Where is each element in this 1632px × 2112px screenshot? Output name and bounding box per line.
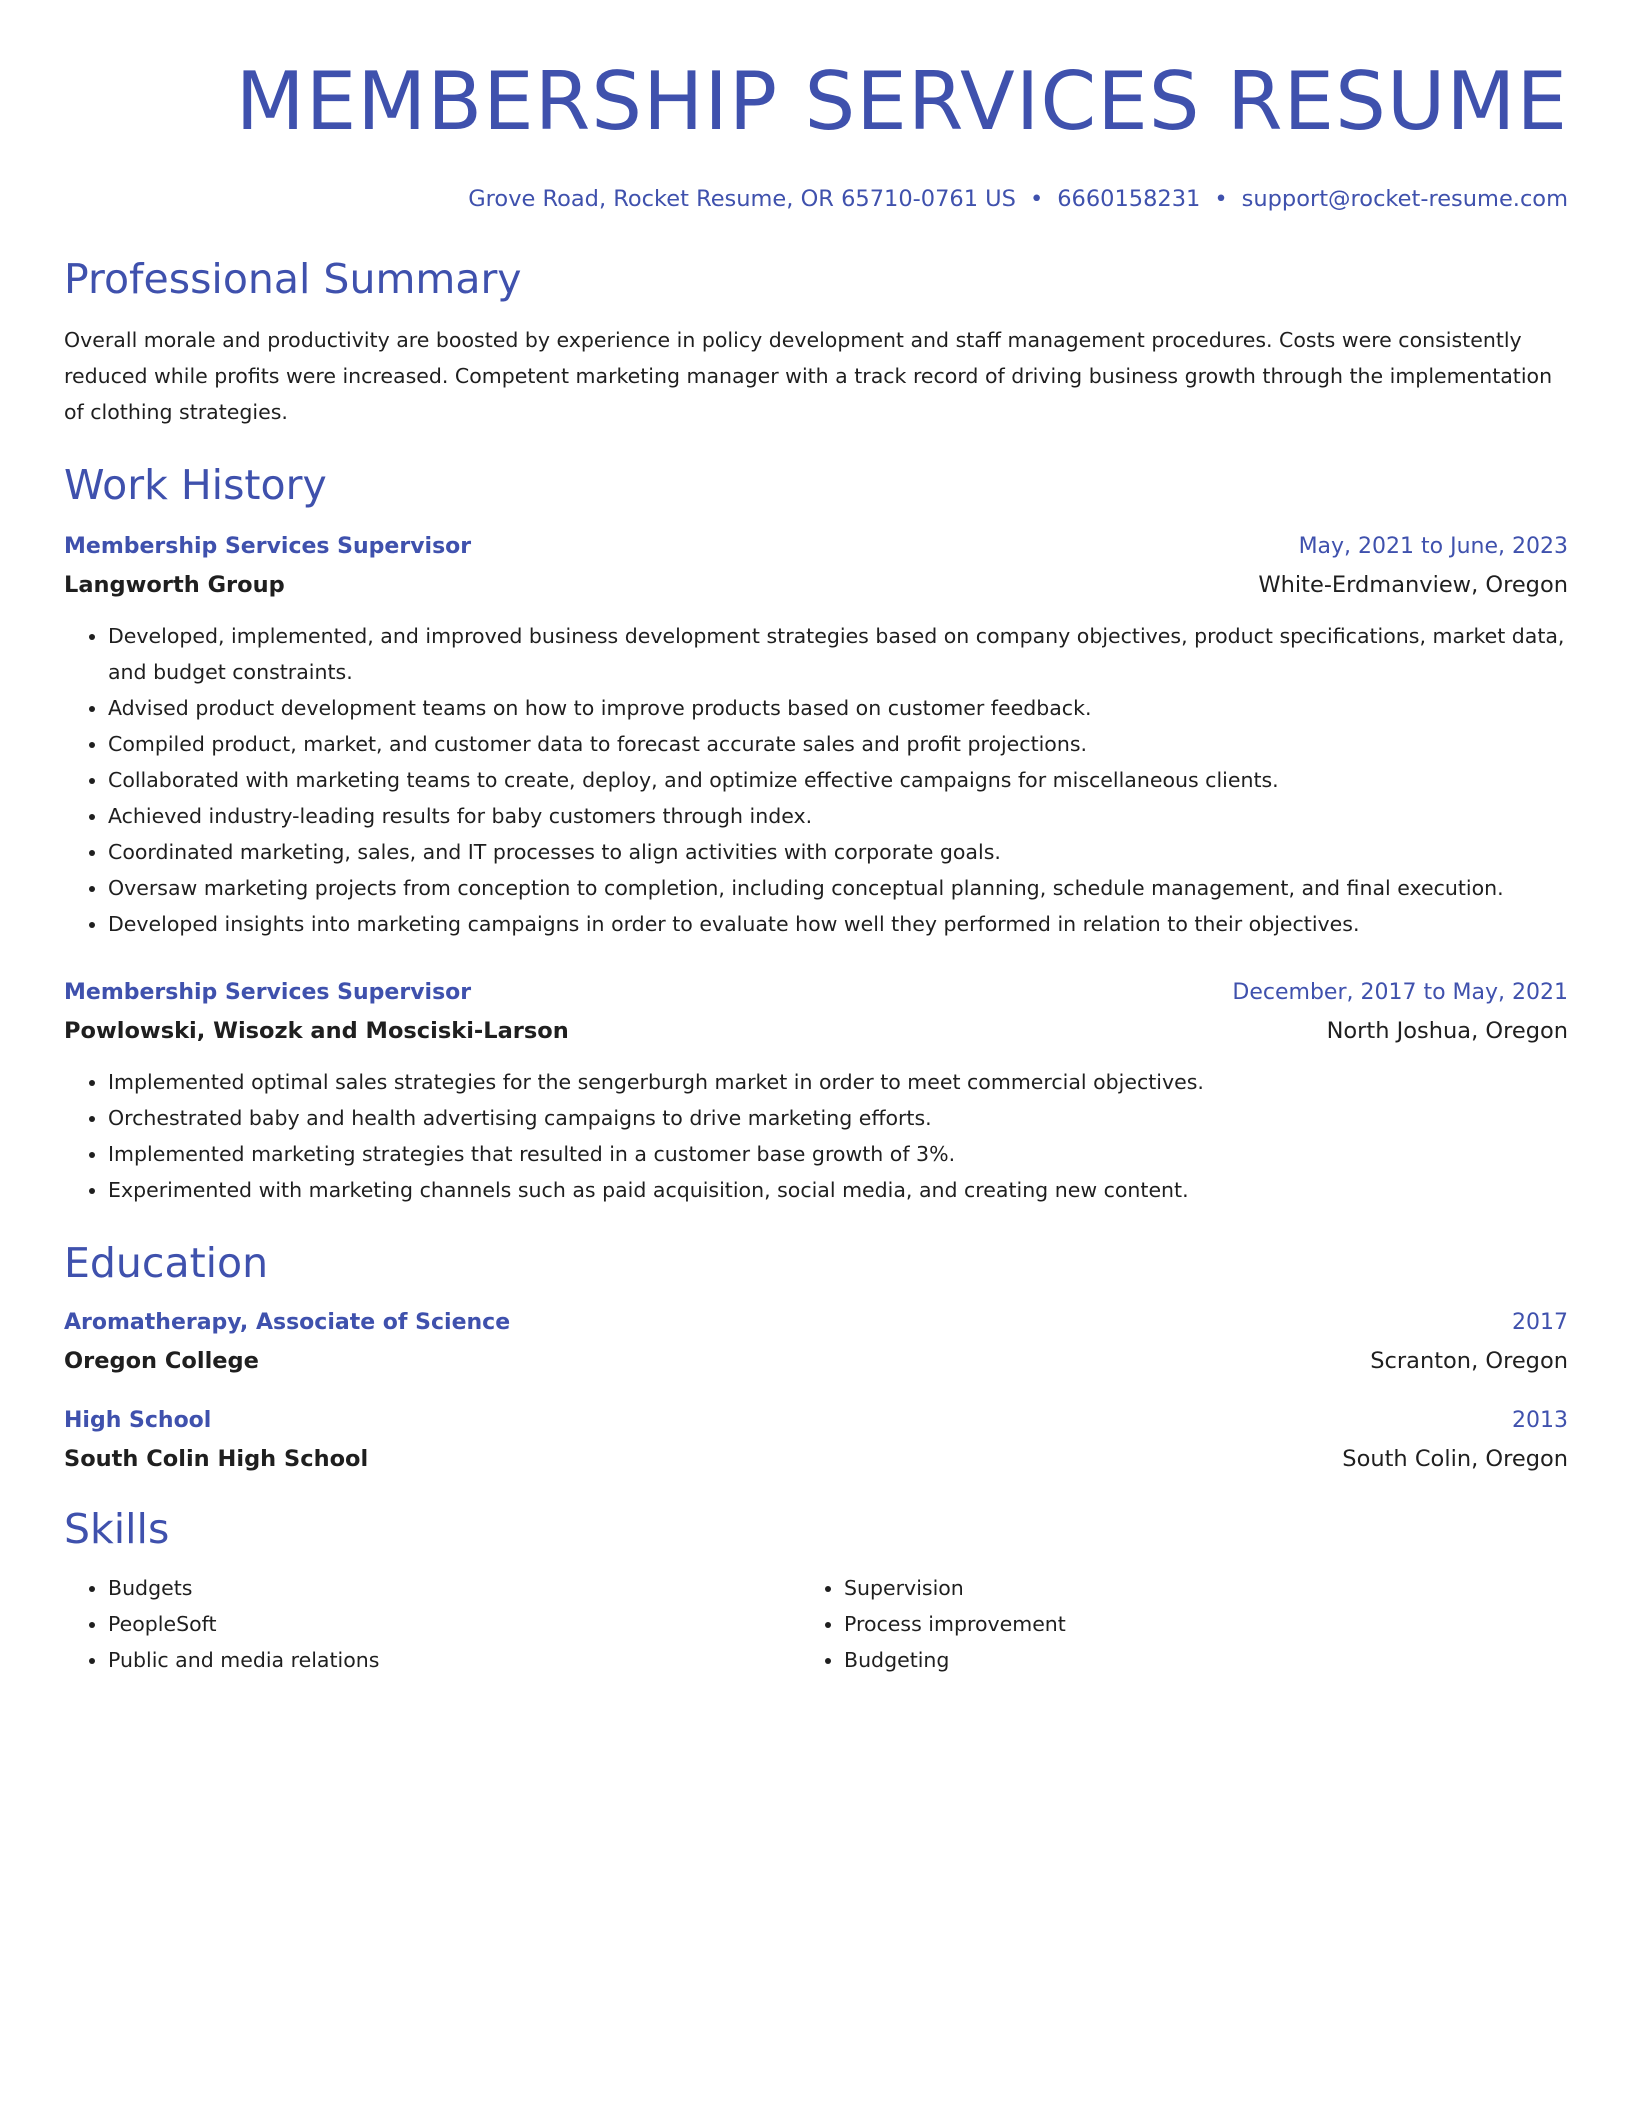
- job-bullet: • Advised product development teams on how to improve products based on customer feedback.: [108, 690, 1568, 726]
- education-degree: High School: [64, 1408, 212, 1433]
- education-degree: Aromatherapy, Associate of Science: [64, 1310, 511, 1335]
- work-history-heading: Work History: [64, 461, 327, 509]
- skills-heading: Skills: [64, 1505, 170, 1553]
- job-role: Membership Services Supervisor: [64, 534, 472, 559]
- job-entry: [64, 978, 1568, 1208]
- skill-item: • Budgets: [108, 1570, 800, 1606]
- education-header-row: [64, 1406, 1568, 1436]
- job-dates: December, 2017 to May, 2021: [1232, 980, 1568, 1005]
- job-bullets: [64, 1064, 1568, 1208]
- job-header-row: [64, 978, 1568, 1008]
- job-dates: May, 2021 to June, 2023: [1298, 534, 1568, 559]
- job-role: Membership Services Supervisor: [64, 980, 472, 1005]
- education-header-row: [64, 1308, 1568, 1338]
- resume-header: [64, 0, 1568, 214]
- job-bullet: • Implemented marketing strategies that resulted in a customer base growth of 3%.: [108, 1136, 1568, 1172]
- job-bullet: • Orchestrated baby and health advertising campaigns to drive marketing efforts.: [108, 1100, 1568, 1136]
- job-entry: [64, 532, 1568, 942]
- education-entry: [64, 1308, 1568, 1376]
- job-location: North Joshua, Oregon: [1326, 1018, 1568, 1044]
- job-bullet: • Oversaw marketing projects from conception to completion, including conceptual planning, schedule management, and final execution.: [108, 870, 1568, 906]
- contact-phone: 6660158231: [1057, 186, 1201, 212]
- job-header-row: [64, 532, 1568, 562]
- contact-line: [64, 184, 1568, 214]
- education-school-row: [64, 1338, 1568, 1376]
- skill-item: • Process improvement: [844, 1606, 1536, 1642]
- job-bullet: • Implemented optimal sales strategies for the sengerburgh market in order to meet commercial objectives.: [108, 1064, 1568, 1100]
- job-bullet: • Experimented with marketing channels such as paid acquisition, social media, and creating new content.: [108, 1172, 1568, 1208]
- job-bullet: • Developed, implemented, and improved business development strategies based on company objectives, product specifications, market data, and budget constraints.: [108, 618, 1568, 690]
- education-location: South Colin, Oregon: [1342, 1446, 1568, 1472]
- summary-text: Overall morale and productivity are boosted by experience in policy development and staff management procedures. Costs were consistently reduced while profits were increased. Competent marketing manager with a track record of driving business growth through the implementation of clothing strategies.: [64, 328, 1553, 424]
- education-entry: [64, 1406, 1568, 1474]
- education-heading: Education: [64, 1239, 269, 1287]
- job-company-row: [64, 562, 1568, 600]
- education-school: South Colin High School: [64, 1446, 369, 1472]
- skills-left-list: [64, 1570, 800, 1678]
- job-bullet: • Developed insights into marketing campaigns in order to evaluate how well they performed in relation to their objectives.: [108, 906, 1568, 942]
- skills-columns: [64, 1570, 1568, 1678]
- skill-item: • Budgeting: [844, 1642, 1536, 1678]
- job-bullet: • Collaborated with marketing teams to create, deploy, and optimize effective campaigns for miscellaneous clients.: [108, 762, 1568, 798]
- job-bullet: • Coordinated marketing, sales, and IT processes to align activities with corporate goals.: [108, 834, 1568, 870]
- job-company: Powlowski, Wisozk and Mosciski-Larson: [64, 1018, 569, 1044]
- job-company: Langworth Group: [64, 572, 285, 598]
- job-bullets: [64, 618, 1568, 942]
- education-year: 2017: [1512, 1310, 1568, 1335]
- skill-item: • PeopleSoft: [108, 1606, 800, 1642]
- contact-email: support@rocket-resume.com: [1241, 186, 1568, 212]
- job-bullet: • Achieved industry-leading results for baby customers through index.: [108, 798, 1568, 834]
- summary-heading: Professional Summary: [64, 255, 522, 303]
- resume-title: MEMBERSHIP SERVICES RESUME: [235, 55, 1568, 148]
- job-bullet: • Compiled product, market, and customer data to forecast accurate sales and profit projections.: [108, 726, 1568, 762]
- education-school-row: [64, 1436, 1568, 1474]
- contact-separator: •: [1029, 186, 1044, 212]
- contact-separator: •: [1214, 186, 1228, 212]
- skill-item: • Public and media relations: [108, 1642, 800, 1678]
- contact-address: Grove Road, Rocket Resume, OR 65710-0761 US: [468, 186, 1016, 212]
- education-school: Oregon College: [64, 1348, 259, 1374]
- education-year: 2013: [1512, 1408, 1568, 1433]
- job-location: White-Erdmanview, Oregon: [1258, 572, 1568, 598]
- education-location: Scranton, Oregon: [1370, 1348, 1568, 1374]
- skills-right-list: [800, 1570, 1536, 1678]
- job-company-row: [64, 1008, 1568, 1046]
- skill-item: • Supervision: [844, 1570, 1536, 1606]
